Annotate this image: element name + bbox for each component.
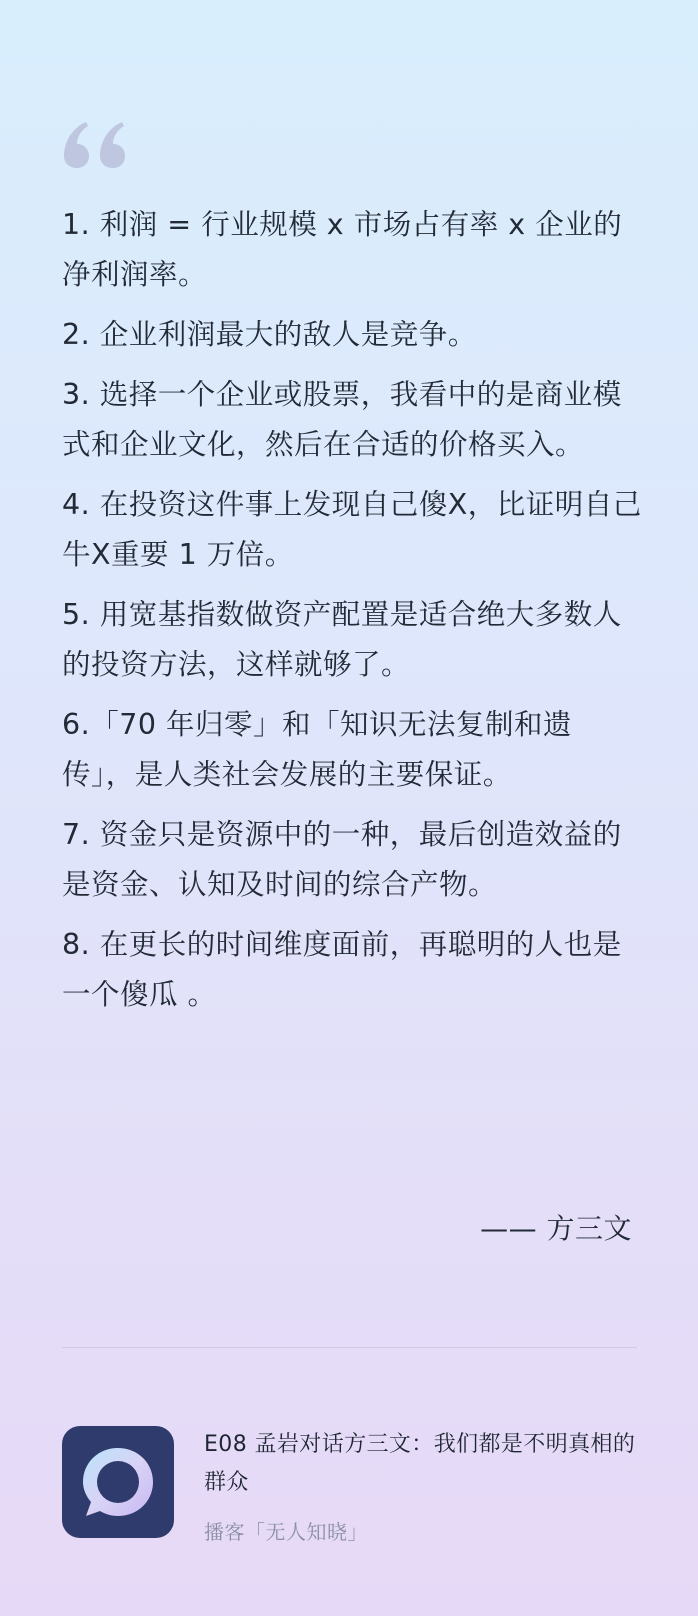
quote-item-7: 7. 资金只是资源中的一种，最后创造效益的是资金、认知及时间的综合产物。 <box>62 818 622 901</box>
episode-title[interactable]: E08 孟岩对话方三文：我们都是不明真相的群众 <box>204 1432 636 1495</box>
quote-item-8: 8. 在更长的时间维度面前，再聪明的人也是一个傻瓜 。 <box>62 928 622 1011</box>
episode-card[interactable] <box>62 1426 642 1546</box>
quote-body <box>62 200 642 1030</box>
quote-item-2: 2. 企业利润最大的敌人是竞争。 <box>62 318 477 351</box>
divider <box>62 1347 637 1348</box>
quote-item-5: 5. 用宽基指数做资产配置是适合绝大多数人的投资方法，这样就够了。 <box>62 598 622 681</box>
podcast-name: 播客「无人知晓」 <box>204 1520 368 1544</box>
quote-item-6: 6.「70 年归零」和「知识无法复制和遗传」，是人类社会发展的主要保证。 <box>62 708 573 791</box>
quote-attribution: —— 方三文 <box>480 1212 632 1245</box>
speech-bubble-icon <box>62 1426 174 1538</box>
quote-item-1: 1. 利润 = 行业规模 x 市场占有率 x 企业的净利润率。 <box>62 208 623 291</box>
quote-mark-icon <box>62 120 128 170</box>
quote-item-4: 4. 在投资这件事上发现自己傻X，比证明自己牛X重要 1 万倍。 <box>62 488 642 571</box>
podcast-app-icon[interactable] <box>62 1426 174 1538</box>
quote-item-3: 3. 选择一个企业或股票，我看中的是商业模式和企业文化，然后在合适的价格买入。 <box>62 378 622 461</box>
